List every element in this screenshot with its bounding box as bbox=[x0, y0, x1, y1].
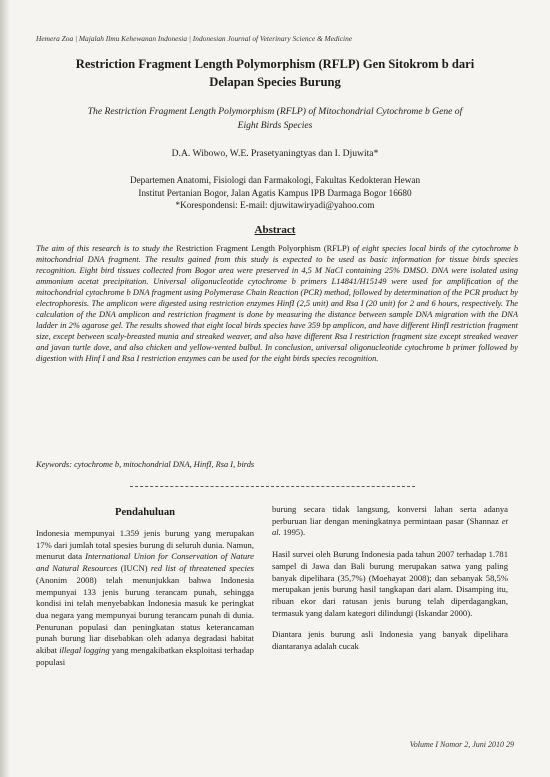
page-footer: Volume I Nomor 2, Juni 2010 29 bbox=[409, 740, 514, 749]
authors: D.A. Wibowo, W.E. Prasetyaningtyas dan I. Djuwita* bbox=[171, 148, 379, 159]
affiliation bbox=[40, 174, 510, 212]
abstract-part-1: The aim of this research is to study the bbox=[36, 244, 177, 253]
text-run-italic: red list of threatened species bbox=[150, 563, 255, 574]
right-column bbox=[272, 504, 508, 663]
section-divider bbox=[130, 486, 415, 487]
english-title bbox=[40, 105, 510, 133]
right-paragraph-1 bbox=[272, 504, 508, 539]
left-column bbox=[36, 528, 254, 678]
text-run: 1995). bbox=[280, 527, 306, 538]
text-run: (Anonim 2008) telah menunjukkan bahwa Indonesia mempunyai 133 jenis burung terancam punah, sehingga kondisi ini telah menyebabkan Indonesia masuk ke peringkat dua negara yang mempunyai burung terancam punah di dunia. Penurunan populasi dan peningkatan status keterancaman punah burung liar disebabkan oleh adanya degradasi habitat akibat bbox=[36, 574, 254, 656]
text-run: (IUCN) bbox=[117, 563, 151, 574]
keywords: Keywords: cytochrome b, mitochondrial DNA, HinfI, Rsa I, birds bbox=[36, 460, 255, 469]
page-spine-shadow bbox=[0, 0, 10, 777]
text-run-italic: illegal logging bbox=[59, 645, 110, 656]
text-run: burung secara tidak langsung, konversi lahan serta adanya perburuan liar dengan meningkatnya permintaan pasar (Shannaz bbox=[272, 504, 508, 526]
text-run-italic: et al. bbox=[272, 515, 508, 538]
affiliation-line-1: Departemen Anatomi, Fisiologi dan Farmakologi, Fakultas Kedokteran Hewan bbox=[129, 175, 421, 185]
article-title bbox=[40, 55, 510, 91]
section-heading: Pendahuluan bbox=[114, 507, 176, 518]
text-run-italic: International Union for Conservation of Nature and Natural Resources bbox=[36, 551, 254, 574]
abstract-body bbox=[36, 243, 518, 365]
affiliation-line-2: Institut Pertanian Bogor, Jalan Agatis Kampus IPB Darmaga Bogor 16680 bbox=[138, 187, 412, 198]
correspondence-email: *Korespondensi: E-mail: djuwitawiryadi@yahoo.com bbox=[175, 200, 375, 211]
running-head: Hemera Zoa | Majalah Ilmu Kehewanan Indonesia | Indonesian Journal of Veterinary Science & Medicine bbox=[36, 34, 353, 43]
text-run: Indonesia mempunyai 1.359 jenis burung yang merupakan 17% dari jumlah total spesies burung di seluruh dunia. Namun, menurut data bbox=[36, 528, 254, 562]
title-line-1: Restriction Fragment Length Polymorphism (RFLP) Gen Sitokrom b dari bbox=[75, 57, 475, 71]
right-paragraph-3: Diantara jenis burung asli Indonesia yang banyak dipelihara diantaranya adalah cucak bbox=[272, 629, 508, 652]
subtitle-line-1: The Restriction Fragment Length Polymorphism (RFLP) of Mitochondrial Cytochrome b Gene of bbox=[87, 106, 463, 117]
text-run: yang mengakibatkan eksploitasi terhadap populasi bbox=[36, 645, 254, 667]
title-line-2: Delapan Species Burung bbox=[209, 75, 341, 89]
abstract-part-2: Restriction Fragment Length Polyorphism (RFLP) bbox=[176, 244, 350, 253]
subtitle-line-2: Eight Birds Species bbox=[237, 120, 313, 131]
abstract-part-3: of eight species local birds of the cytochrome b mitochondrial DNA fragment. The results gained from this study is expected to be used as basic information for tissue birds species recognition. Eight bird tissues collected from Bogor area were preserved in 4,5 M NaCl containing 25% DMSO. DNA were isolated using ammonium acetat precipitation. Universal oligonucleotide cytochrome b primers L14841/H15149 were used for amplification of the mitochondrial cytochrome b DNA fragment using Polymerase Chain Reaction (PCR) method, followed by determination of the PCR product by electrophoresis. The amplicon were digested using restriction enzymes HinfI (2,5 unit) and Rsa I (20 unit) for 2 and 6 hours, respectively. The calculation of the DNA amplicon and restriction fragment is done by measuring the distance between sample DNA migration with the DNA ladder in 2% agarose gel. The results showed that eight local birds species have 359 bp amplicon, and have different HinfI restriction fragment size, except between scaly-breasted munia and streaked weaver, and also have different Rsa I restriction fragment size except streaked weaver and javan turtle dove, and also chicken and yellow-vented bulbul. In conclusion, universal oligonucleotide cytochrome b primer followed by digestion with Hinf I and Rsa I restriction enzymes can be used for the eight birds species recognition. bbox=[36, 244, 519, 364]
abstract-heading: Abstract bbox=[254, 224, 296, 236]
right-paragraph-2: Hasil survei oleh Burung Indonesia pada tahun 2007 terhadap 1.781 sampel di Jawa dan Bali burung merupakan satwa yang paling banyak dipelihara (35,7%) (Moehayat 2008); dan sebanyak 58,5% merupakan jenis burung hasil tangkapan dari alam. Disamping itu, ribuan ekor dari ratusan jenis burung telah diperdagangkan, termasuk yang dalam kategori dilindungi (Iskandar 2000). bbox=[272, 549, 508, 618]
left-paragraph-1 bbox=[36, 528, 254, 668]
